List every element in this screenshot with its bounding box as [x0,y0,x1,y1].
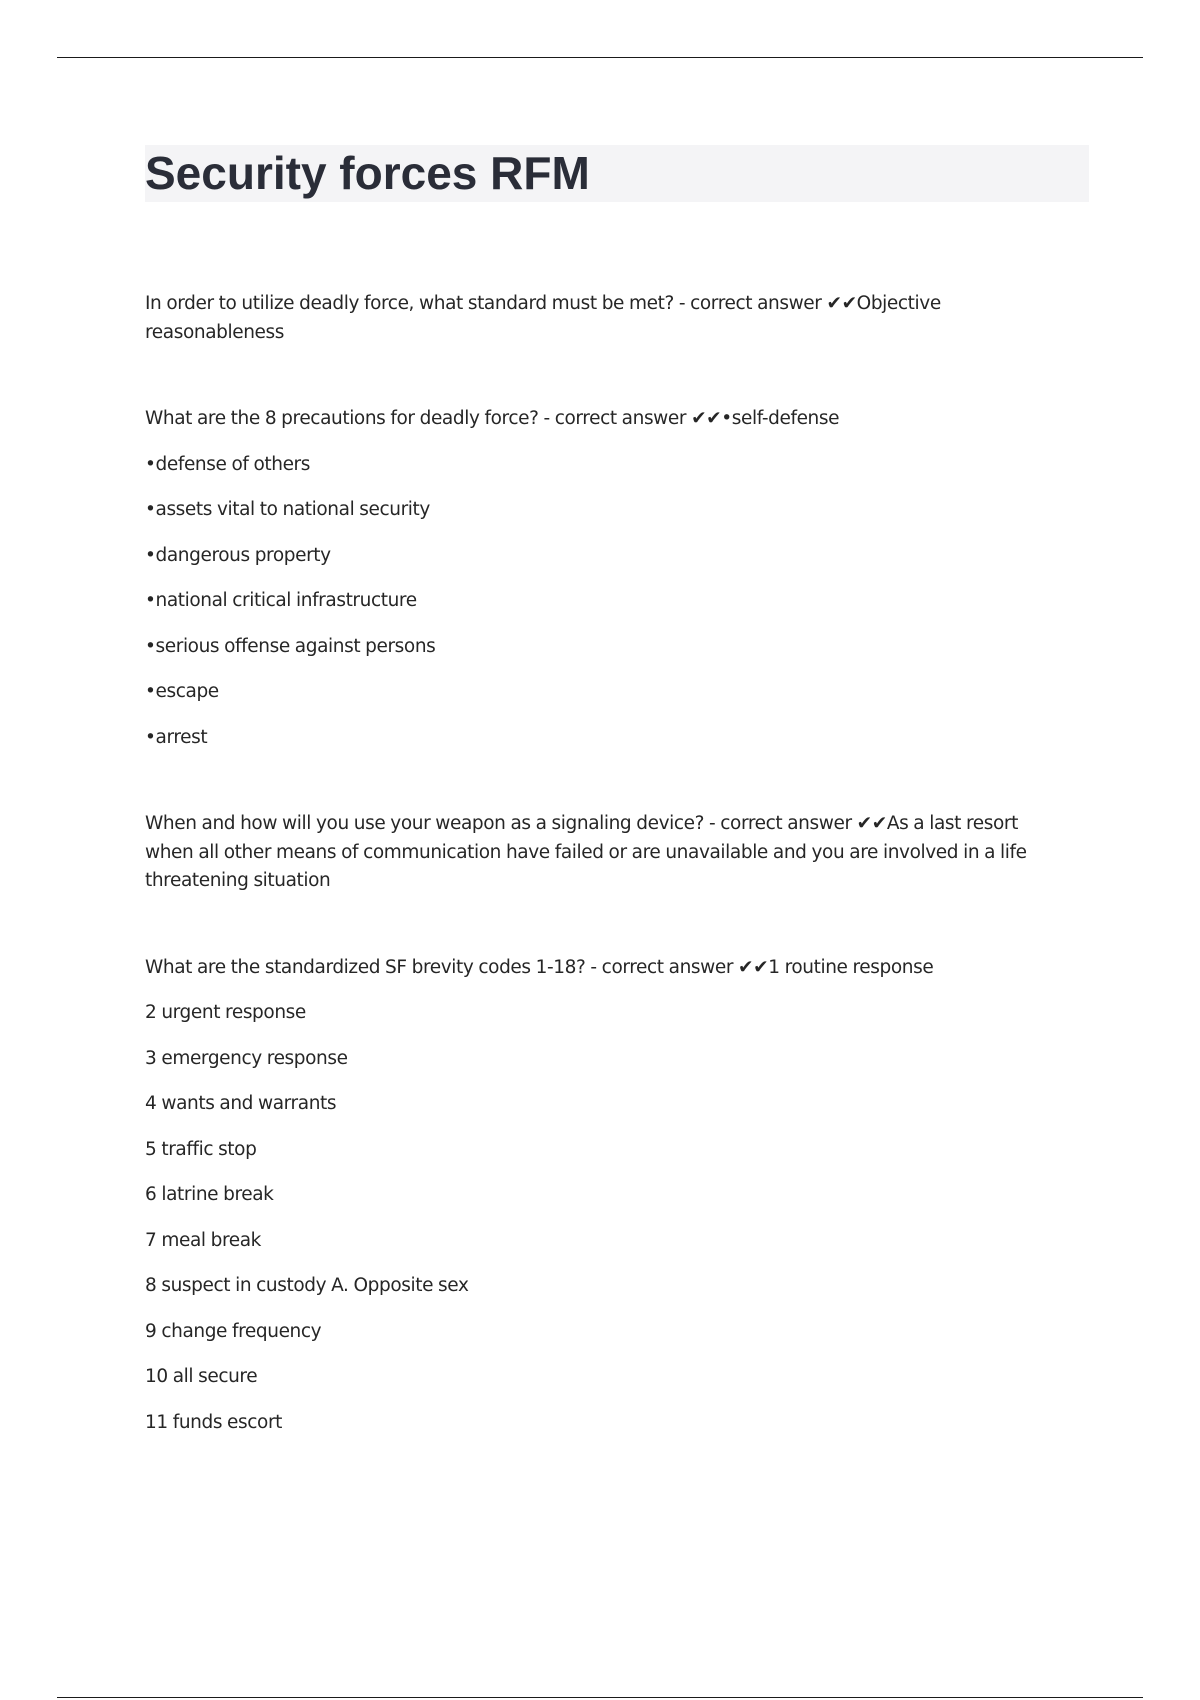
answer-line: 9 change frequency [145,1320,322,1342]
qa-item-deadly-force-standard [145,290,1065,347]
answer-line: •assets vital to national security [145,499,430,520]
question-answer-text: When and how will you use your weapon as a signaling device? - correct answer ✔✔As a last resort when all other means of communication have failed or are unavailable and you are involved in a life threatening situation [145,813,1027,891]
answer-line: 11 funds escort [145,1411,283,1433]
document-title: Security forces RFM [145,147,590,199]
question-answer-text: What are the standardized SF brevity codes 1-18? - correct answer ✔✔1 routine response [145,956,934,978]
answer-line: •defense of others [145,453,310,475]
answer-line: 5 traffic stop [145,1138,257,1160]
answer-line: 3 emergency response [145,1047,348,1069]
qa-item-deadly-force-precautions [145,405,1065,752]
answer-line: 4 wants and warrants [145,1093,337,1114]
answer-line: •dangerous property [145,544,331,566]
answer-line: 10 all secure [145,1366,258,1387]
qa-item-brevity-codes [145,954,1065,1438]
answer-line: 8 suspect in custody A. Opposite sex [145,1275,469,1296]
question-answer-text: What are the 8 precautions for deadly force? - correct answer ✔✔•self-defense [145,408,840,429]
answer-line: 6 latrine break [145,1184,274,1205]
answer-line: •escape [145,681,219,702]
answer-line: •national critical infrastructure [145,590,417,611]
document-body [145,290,1065,1495]
answer-line: 7 meal break [145,1229,261,1251]
qa-item-weapon-signaling [145,810,1065,896]
question-answer-text: In order to utilize deadly force, what standard must be met? - correct answer ✔✔Objective reasonableness [145,293,941,343]
answer-line: •arrest [145,726,208,748]
answer-line: 2 urgent response [145,1002,306,1023]
top-rule [57,57,1143,58]
bottom-rule [57,1697,1143,1698]
answer-line: •serious offense against persons [145,635,436,657]
title-banner [145,145,1089,202]
